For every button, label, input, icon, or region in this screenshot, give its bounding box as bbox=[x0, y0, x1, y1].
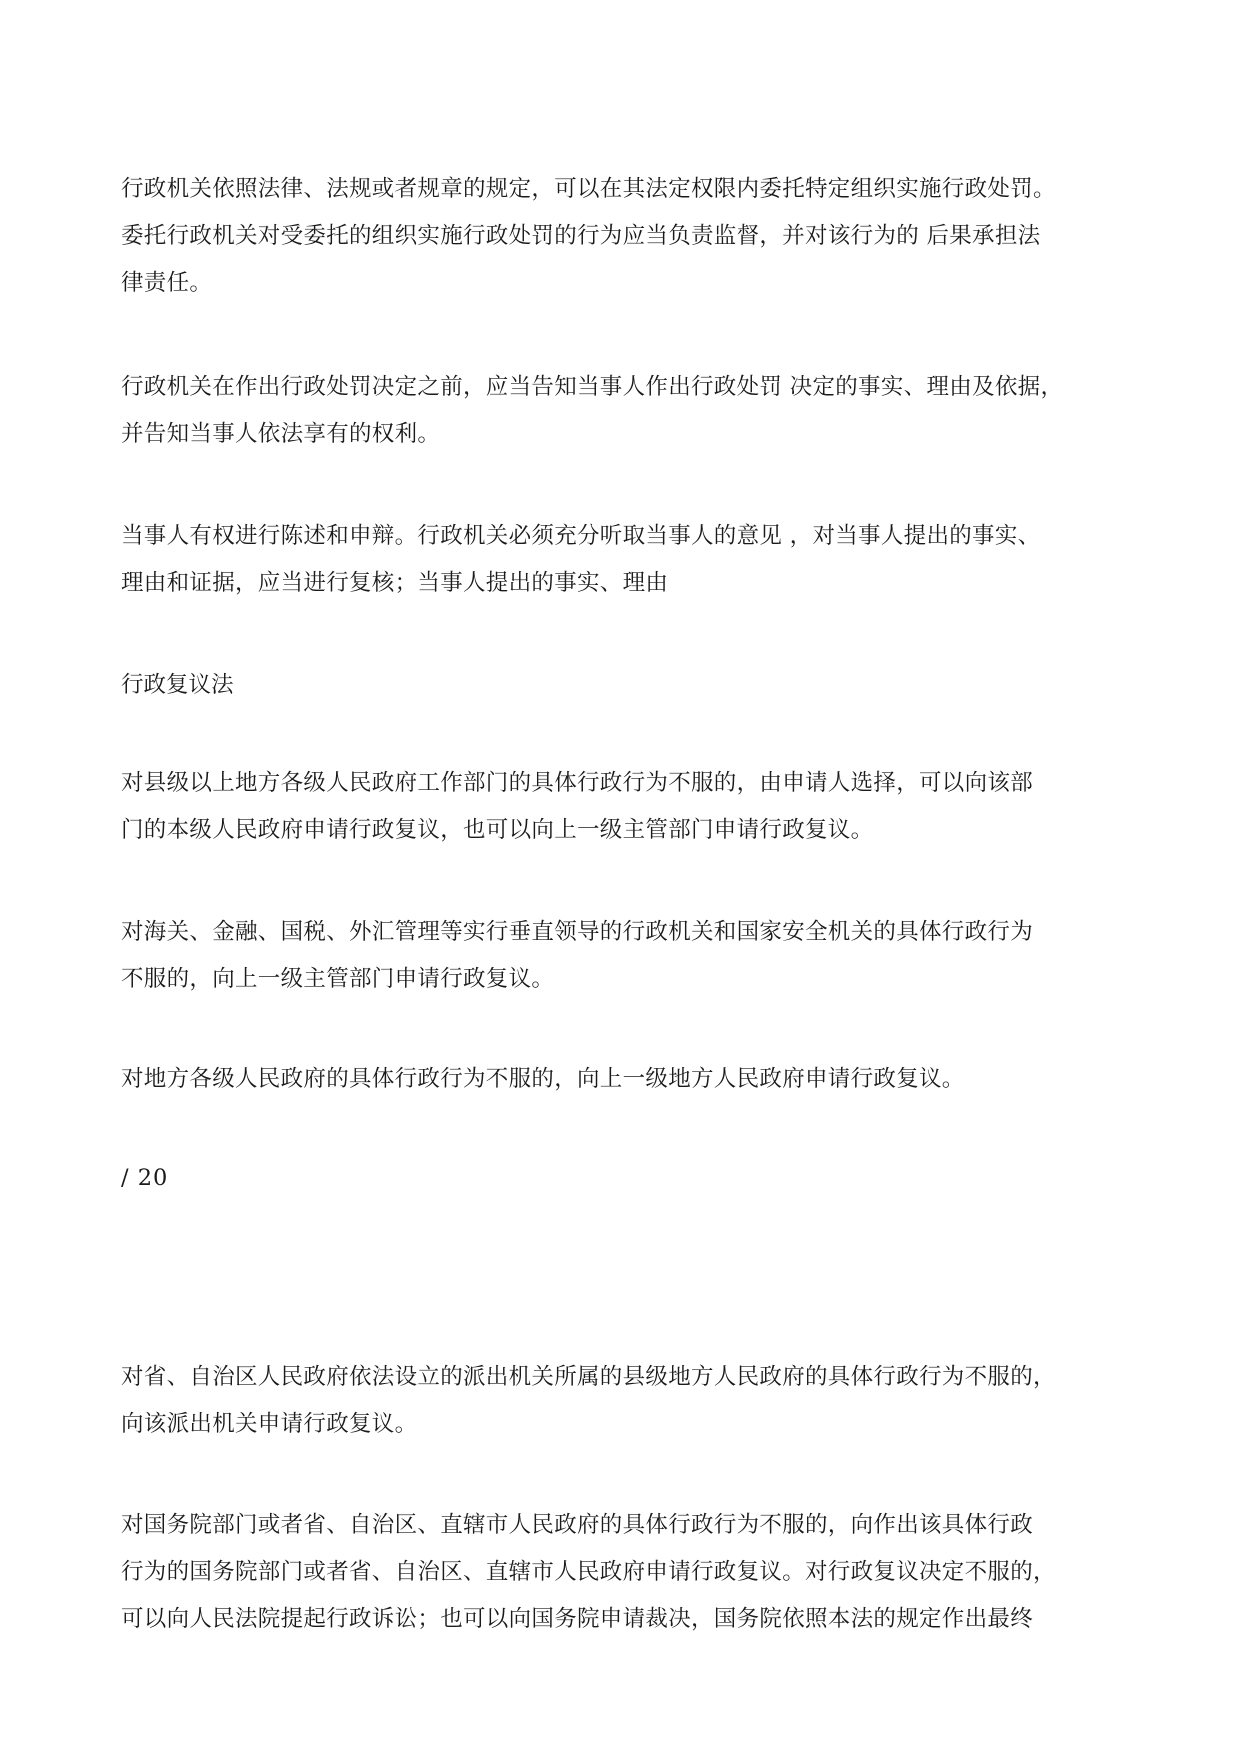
text-line: 委托行政机关对受委托的组织实施行政处罚的行为应当负责监督，并对该行为的 后果承担法 bbox=[121, 223, 1041, 249]
text-line: 门的本级人民政府申请行政复议，也可以向上一级主管部门申请行政复议。 bbox=[121, 817, 874, 843]
text-line: 行为的国务院部门或者省、自治区、直辖市人民政府申请行政复议。对行政复议决定不服的， bbox=[121, 1559, 1056, 1585]
text-line: 对县级以上地方各级人民政府工作部门的具体行政行为不服的，由申请人选择，可以向该部 bbox=[121, 770, 1034, 796]
paragraph-vertical-leadership bbox=[121, 909, 1131, 1003]
text-line: 对地方各级人民政府的具体行政行为不服的，向上一级地方人民政府申请行政复议。 bbox=[121, 1066, 965, 1092]
text-line: 当事人有权进行陈述和申辩。行政机关必须充分听取当事人的意见 ，对当事人提出的事实、 bbox=[121, 523, 1041, 549]
text-line: 行政机关在作出行政处罚决定之前，应当告知当事人作出行政处罚 决定的事实、理由及依据， bbox=[121, 374, 1064, 400]
text-line: 对海关、金融、国税、外汇管理等实行垂直领导的行政机关和国家安全机关的具体行政行为 bbox=[121, 919, 1034, 945]
text-line: 律责任。 bbox=[121, 270, 213, 296]
text-line: 对省、自治区人民政府依法设立的派出机关所属的县级地方人民政府的具体行政行为不服的， bbox=[121, 1364, 1056, 1390]
text-line: 可以向人民法院提起行政诉讼；也可以向国务院申请裁决，国务院依照本法的规定作出最终 bbox=[121, 1606, 1034, 1632]
paragraph-county-level bbox=[121, 760, 1131, 854]
section-heading: 行政复议法 bbox=[121, 672, 234, 698]
page-number: / 20 bbox=[121, 1165, 169, 1191]
text-line: 理由和证据，应当进行复核；当事人提出的事实、理由 bbox=[121, 570, 669, 596]
text-line: 不服的，向上一级主管部门申请行政复议。 bbox=[121, 966, 555, 992]
text-line: 向该派出机关申请行政复议。 bbox=[121, 1411, 418, 1437]
text-line: 行政机关依照法律、法规或者规章的规定，可以在其法定权限内委托特定组织实施行政处罚。 bbox=[121, 176, 1056, 202]
paragraph-local-government bbox=[121, 1056, 1131, 1103]
text-line: 对国务院部门或者省、自治区、直辖市人民政府的具体行政行为不服的，向作出该具体行政 bbox=[121, 1512, 1034, 1538]
text-line: 并告知当事人依法享有的权利。 bbox=[121, 421, 441, 447]
paragraph-delegation bbox=[121, 166, 1131, 307]
paragraph-state-council bbox=[121, 1502, 1131, 1643]
paragraph-dispatched-agency bbox=[121, 1354, 1131, 1448]
paragraph-notification bbox=[121, 364, 1131, 458]
paragraph-statement-defense bbox=[121, 513, 1131, 607]
